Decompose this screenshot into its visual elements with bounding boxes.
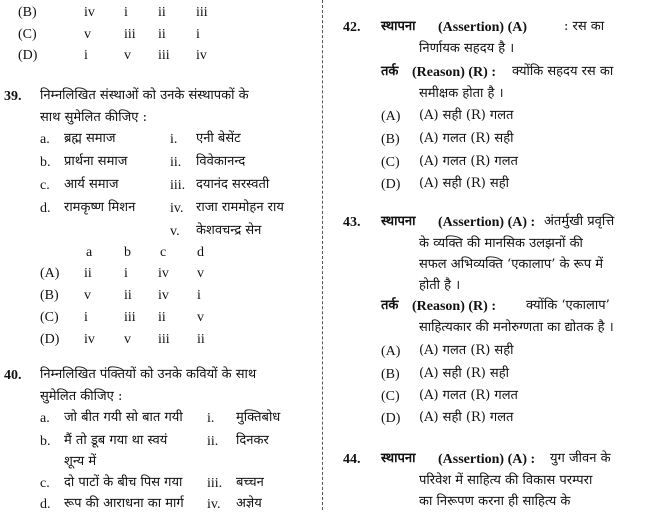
reason-text: क्योंकि ‘एकालाप’ xyxy=(526,298,610,313)
option-label: (B) xyxy=(40,288,59,303)
option-value: iv xyxy=(84,5,95,20)
option-label: (C) xyxy=(18,27,37,42)
option-value: iii xyxy=(158,332,170,347)
option-value: v xyxy=(84,288,91,303)
option-value: iv xyxy=(158,266,169,281)
list-item: एनी बेसेंट xyxy=(196,131,241,146)
option-value: iv xyxy=(84,332,95,347)
option-label: (C) xyxy=(40,310,59,325)
reason-text: साहित्यकार की मनोरुग्णता का द्योतक है । xyxy=(419,320,614,335)
list-key: ii. xyxy=(170,155,182,170)
list-key: a. xyxy=(40,411,50,426)
reason-label: तर्क xyxy=(381,64,399,79)
list-item: अज्ञेय xyxy=(236,496,262,511)
option-text: (A) गलत (R) सही xyxy=(419,343,514,358)
option-label: (C) xyxy=(381,155,400,170)
option-text: (A) गलत (R) गलत xyxy=(419,154,518,169)
assertion-text: परिवेश में साहित्य की विकास परम्परा xyxy=(419,473,593,488)
option-value: i xyxy=(196,27,200,42)
list-key: d. xyxy=(40,201,51,216)
option-text: (A) गलत (R) सही xyxy=(419,131,514,146)
assertion-label: स्थापना xyxy=(381,19,416,34)
list-key: i. xyxy=(207,411,215,426)
reason-label: तर्क xyxy=(381,298,399,313)
list-key: iii. xyxy=(207,476,223,491)
option-value: iii xyxy=(196,5,208,20)
option-label: (D) xyxy=(381,411,401,426)
list-item: दिनकर xyxy=(236,433,269,448)
list-key: c. xyxy=(40,178,50,193)
list-key: v. xyxy=(170,224,180,239)
question-number: 40. xyxy=(4,368,22,383)
option-value: iv xyxy=(158,288,169,303)
option-value: ii xyxy=(158,5,166,20)
question-stem: साथ सुमेलित कीजिए : xyxy=(40,110,147,125)
option-value: v xyxy=(124,332,131,347)
option-text: (A) गलत (R) गलत xyxy=(419,388,518,403)
option-label: (D) xyxy=(18,48,38,63)
option-value: i xyxy=(197,288,201,303)
list-key: b. xyxy=(40,155,51,170)
option-value: i xyxy=(84,310,88,325)
assertion-label-english: (Assertion) (A) xyxy=(438,20,528,35)
column-head: c xyxy=(160,245,167,260)
list-item: बच्चन xyxy=(236,475,264,490)
option-value: iii xyxy=(124,27,136,42)
assertion-text: : रस का xyxy=(564,19,605,34)
list-item: दो पाटों के बीच पिस गया xyxy=(64,475,183,490)
list-item: जो बीत गयी सो बात गयी xyxy=(64,410,183,425)
reason-label-english: (Reason) (R) : xyxy=(412,65,496,80)
list-item: विवेकानन्द xyxy=(196,154,246,169)
option-label: (A) xyxy=(381,344,401,359)
option-value: ii xyxy=(158,310,166,325)
list-item: मैं तो डूब गया था स्वयं xyxy=(64,433,168,448)
list-item: दयानंद सरस्वती xyxy=(196,177,270,192)
list-key: iv. xyxy=(170,201,184,216)
option-label: (A) xyxy=(40,266,60,281)
option-text: (A) सही (R) गलत xyxy=(419,108,514,123)
column-head: d xyxy=(197,245,204,260)
list-item: ब्रह्म समाज xyxy=(64,131,116,146)
column-divider xyxy=(322,0,324,510)
assertion-label: स्थापना xyxy=(381,214,416,229)
reason-text: समीक्षक होता है । xyxy=(419,86,504,101)
list-key: a. xyxy=(40,132,50,147)
list-item: शून्य में xyxy=(64,454,97,469)
assertion-text: अंतर्मुखी प्रवृत्ति xyxy=(544,214,615,229)
option-label: (B) xyxy=(381,132,400,147)
option-value: v xyxy=(124,48,131,63)
list-key: ii. xyxy=(207,434,219,449)
list-item: केशवचन्द्र सेन xyxy=(196,223,262,238)
list-item: आर्य समाज xyxy=(64,177,119,192)
option-value: i xyxy=(124,5,128,20)
reason-label-english: (Reason) (R) : xyxy=(412,299,496,314)
question-stem: निम्नलिखित संस्थाओं को उनके संस्थापकों के xyxy=(40,88,249,103)
list-item: मुक्तिबोध xyxy=(236,410,281,425)
assertion-text: युग जीवन के xyxy=(550,451,611,466)
option-value: ii xyxy=(158,27,166,42)
question-number: 44. xyxy=(343,452,361,467)
question-stem: निम्नलिखित पंक्तियों को उनके कवियों के साथ xyxy=(40,367,257,382)
list-key: iv. xyxy=(207,497,221,512)
column-head: b xyxy=(124,245,131,260)
option-value: i xyxy=(124,266,128,281)
list-key: iii. xyxy=(170,178,186,193)
assertion-label: स्थापना xyxy=(381,451,416,466)
option-value: v xyxy=(84,27,91,42)
option-label: (D) xyxy=(381,177,401,192)
list-key: d. xyxy=(40,497,51,512)
list-key: b. xyxy=(40,434,51,449)
list-item: रूप की आराधना का मार्ग xyxy=(64,496,184,511)
option-label: (C) xyxy=(381,389,400,404)
list-key: c. xyxy=(40,476,50,491)
option-value: ii xyxy=(124,288,132,303)
assertion-text: सफल अभिव्यक्ति ‘एकालाप’ के रूप में xyxy=(419,257,604,272)
option-text: (A) सही (R) सही xyxy=(419,176,509,191)
list-item: प्रार्थना समाज xyxy=(64,154,128,169)
option-label: (A) xyxy=(381,109,401,124)
option-value: v xyxy=(197,310,204,325)
option-value: iv xyxy=(196,48,207,63)
option-value: ii xyxy=(197,332,205,347)
option-value: iii xyxy=(124,310,136,325)
list-key: i. xyxy=(170,132,178,147)
question-stem: सुमेलित कीजिए : xyxy=(40,389,123,404)
option-value: v xyxy=(197,266,204,281)
question-number: 42. xyxy=(343,20,361,35)
column-head: a xyxy=(86,245,93,260)
option-value: ii xyxy=(84,266,92,281)
assertion-text: का निरूपण करना ही साहित्य के xyxy=(419,494,571,509)
option-value: i xyxy=(84,48,88,63)
assertion-text: निर्णायक सहदय है । xyxy=(419,41,515,56)
question-number: 43. xyxy=(343,215,361,230)
option-label: (B) xyxy=(18,5,37,20)
list-item: रामकृष्ण मिशन xyxy=(64,200,136,215)
assertion-label-english: (Assertion) (A) : xyxy=(438,215,536,230)
assertion-text: के व्यक्ति की मानसिक उलझनों की xyxy=(419,236,583,251)
assertion-label-english: (Assertion) (A) : xyxy=(438,452,536,467)
list-item: राजा राममोहन राय xyxy=(196,200,284,215)
option-value: iii xyxy=(158,48,170,63)
option-text: (A) सही (R) गलत xyxy=(419,410,514,425)
reason-text: क्योंकि सहदय रस का xyxy=(512,64,614,79)
option-text: (A) सही (R) सही xyxy=(419,366,509,381)
option-label: (B) xyxy=(381,367,400,382)
option-label: (D) xyxy=(40,332,60,347)
question-number: 39. xyxy=(4,89,22,104)
assertion-text: होती है । xyxy=(419,278,461,293)
